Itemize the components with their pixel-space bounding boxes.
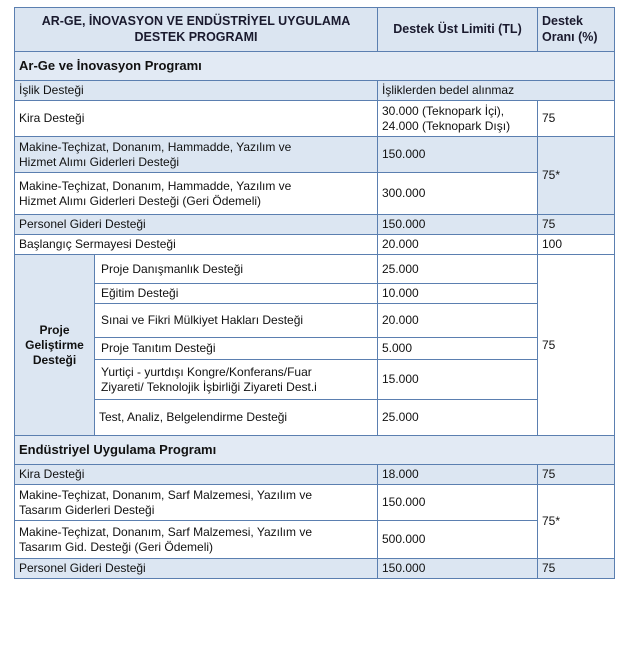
row-name	[15, 173, 378, 215]
section-title-endustriyel: Endüstriyel Uygulama Programı	[15, 436, 615, 465]
table-row	[15, 485, 615, 521]
row-name: Personel Gideri Desteği	[15, 559, 378, 579]
merged-rate-a: 75*	[538, 137, 615, 215]
table-row	[15, 173, 615, 215]
table-row	[15, 559, 615, 579]
row-name: İşlik Desteği	[15, 81, 378, 101]
table-row	[15, 255, 615, 284]
proje-group-line2: Geliştirme	[25, 337, 84, 352]
row-name-line1: Makine-Teçhizat, Donanım, Hammadde, Yazılım ve	[19, 139, 292, 154]
row-name-line1: Makine-Teçhizat, Donanım, Hammadde, Yazılım ve	[19, 178, 292, 193]
proje-rate: 75	[538, 255, 615, 436]
section-title-arge: Ar-Ge ve İnovasyon Programı	[15, 52, 615, 81]
row-name-line2: Tasarım Gid. Desteği (Geri Ödemeli)	[19, 539, 214, 554]
row-name-line1: Yurtiçi - yurtdışı Kongre/Konferans/Fuar	[101, 364, 312, 379]
table-row	[15, 338, 615, 360]
table-row	[15, 101, 615, 137]
header-rate: Destek Oranı (%)	[538, 8, 615, 52]
row-limit: 20.000	[378, 235, 538, 255]
table-row	[15, 304, 615, 338]
table-row	[15, 215, 615, 235]
row-rate: 75	[538, 465, 615, 485]
row-limit: İşliklerden bedel alınmaz	[378, 81, 615, 101]
row-rate: 75	[538, 559, 615, 579]
table-row	[15, 81, 615, 101]
row-name-line1: Makine-Teçhizat, Donanım, Sarf Malzemesi, Yazılım ve	[19, 524, 312, 539]
row-limit: 150.000	[378, 559, 538, 579]
row-name	[15, 521, 378, 559]
row-limit: 300.000	[378, 173, 538, 215]
section-row-endustriyel	[15, 436, 615, 465]
proje-group-line3: Desteği	[32, 352, 77, 367]
row-name-line1: Makine-Teçhizat, Donanım, Sarf Malzemesi, Yazılım ve	[19, 487, 312, 502]
row-name	[15, 137, 378, 173]
row-name: Başlangıç Sermayesi Desteği	[15, 235, 378, 255]
row-limit: 5.000	[378, 338, 538, 360]
row-name: Eğitim Desteği	[95, 284, 378, 304]
row-limit: 500.000	[378, 521, 538, 559]
row-name	[95, 360, 378, 400]
table-header-row	[15, 8, 615, 52]
table-row	[15, 521, 615, 559]
table-row	[15, 465, 615, 485]
row-limit: 15.000	[378, 360, 538, 400]
row-limit: 150.000	[378, 137, 538, 173]
merged-rate-b: 75*	[538, 485, 615, 559]
row-name-line2: Ziyareti/ Teknolojik İşbirliği Ziyareti Dest.i	[101, 379, 317, 394]
row-limit-line1: 30.000 (Teknopark İçi),	[382, 103, 505, 118]
row-name: Test, Analiz, Belgelendirme Desteği	[95, 400, 378, 436]
support-program-table	[14, 7, 615, 579]
row-name: Kira Desteği	[15, 101, 378, 137]
row-limit: 18.000	[378, 465, 538, 485]
table-row	[15, 400, 615, 436]
row-name	[15, 485, 378, 521]
row-limit-line2: 24.000 (Teknopark Dışı)	[382, 118, 511, 133]
row-limit	[378, 101, 538, 137]
row-limit: 25.000	[378, 400, 538, 436]
table-row	[15, 284, 615, 304]
row-name: Proje Danışmanlık Desteği	[95, 255, 378, 284]
row-limit: 150.000	[378, 215, 538, 235]
row-limit: 20.000	[378, 304, 538, 338]
row-limit: 150.000	[378, 485, 538, 521]
section-row-arge	[15, 52, 615, 81]
row-name: Proje Tanıtım Desteği	[95, 338, 378, 360]
proje-group-line1: Proje	[39, 322, 70, 337]
row-name: Kira Desteği	[15, 465, 378, 485]
header-limit: Destek Üst Limiti (TL)	[378, 8, 538, 52]
row-name-line2: Tasarım Giderleri Desteği	[19, 502, 155, 517]
table-row	[15, 137, 615, 173]
support-program-table-container	[14, 7, 614, 579]
row-name: Personel Gideri Desteği	[15, 215, 378, 235]
row-name: Sınai ve Fikri Mülkiyet Hakları Desteği	[95, 304, 378, 338]
table-row	[15, 360, 615, 400]
table-row	[15, 235, 615, 255]
row-limit: 25.000	[378, 255, 538, 284]
row-name-line2: Hizmet Alımı Giderleri Desteği	[19, 154, 180, 169]
row-rate: 100	[538, 235, 615, 255]
proje-group-label	[15, 255, 95, 436]
row-rate: 75	[538, 215, 615, 235]
row-rate: 75	[538, 101, 615, 137]
header-program: AR-GE, İNOVASYON VE ENDÜSTRİYEL UYGULAMA DESTEK PROGRAMI	[15, 8, 378, 52]
row-name-line2: Hizmet Alımı Giderleri Desteği (Geri Ödemeli)	[19, 193, 262, 208]
row-limit: 10.000	[378, 284, 538, 304]
